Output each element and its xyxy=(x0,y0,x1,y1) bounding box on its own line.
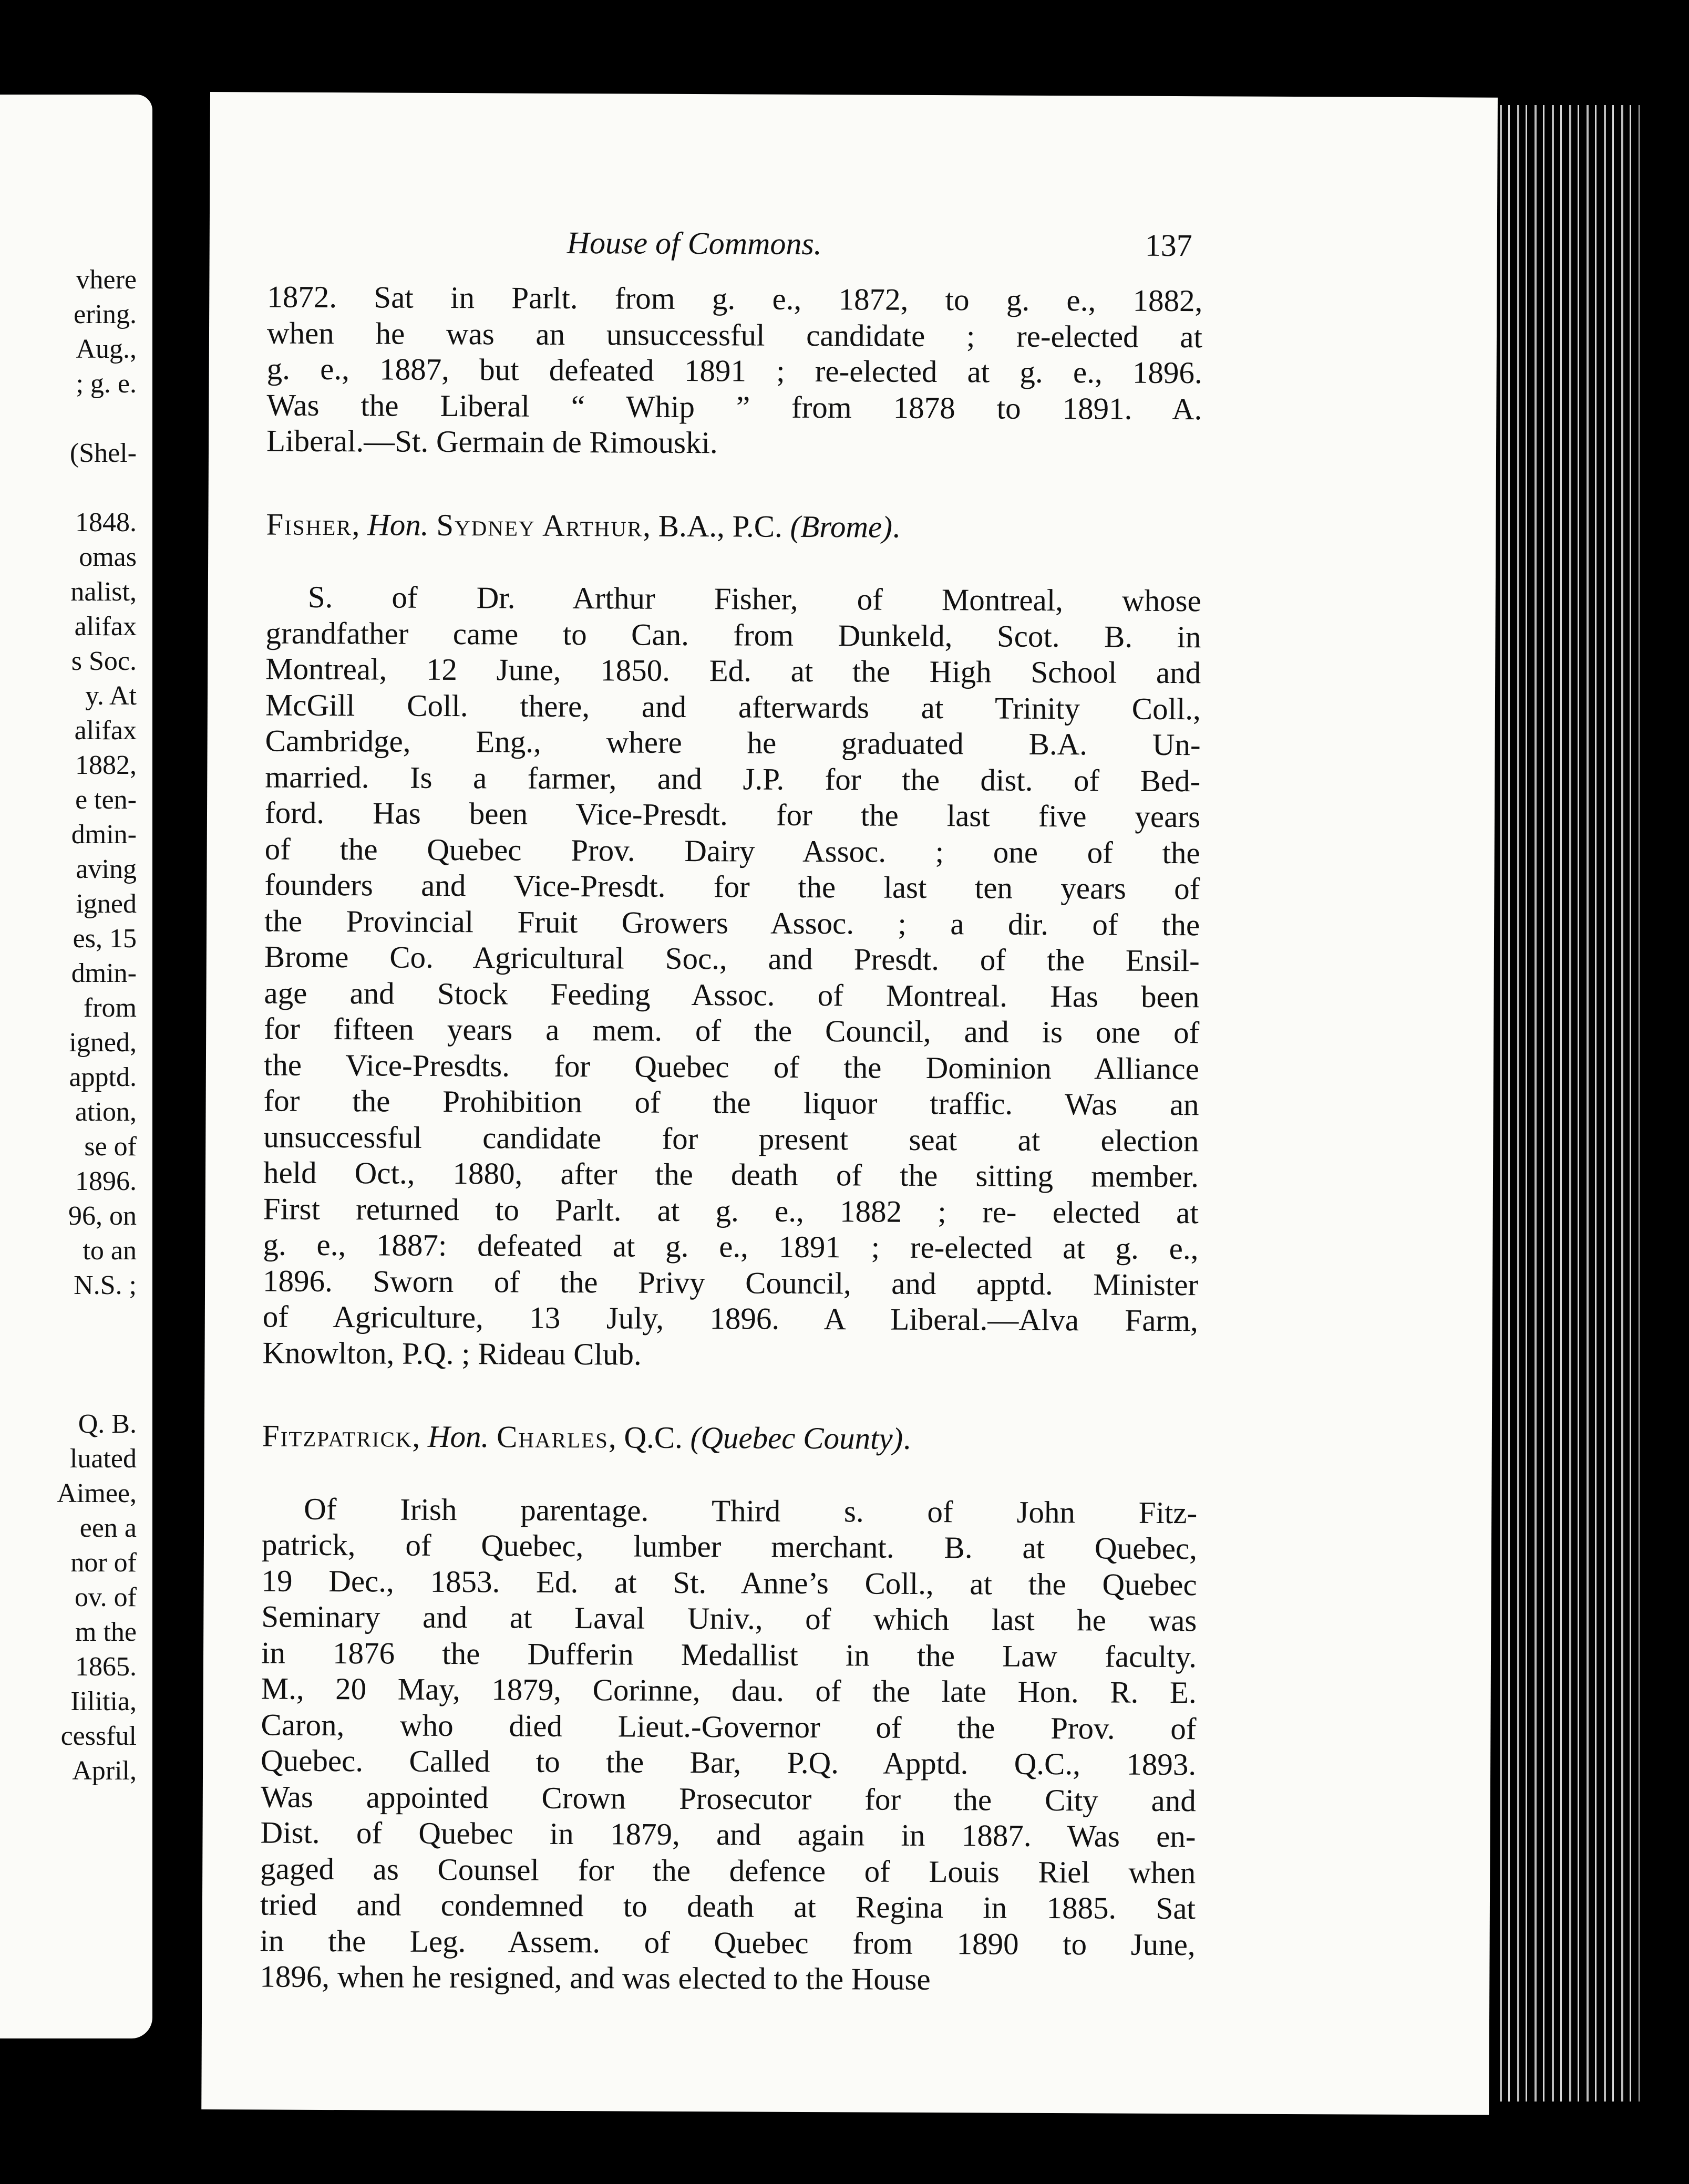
left-page-fragment: nor of xyxy=(70,1548,137,1578)
intro-paragraph xyxy=(266,278,1202,462)
text-line: of the Quebec Prov. Dairy Assoc. ; one of the xyxy=(264,831,1200,870)
left-page-fragment: 1882, xyxy=(75,750,137,780)
left-page-fragment: 1896. xyxy=(75,1166,137,1196)
left-page-fragment: Q. B. xyxy=(78,1409,137,1439)
left-page-fragment: April, xyxy=(72,1756,137,1786)
text-line: the Provincial Fruit Growers Assoc. ; a dir. of the xyxy=(264,903,1200,942)
left-page-fragment: igned, xyxy=(69,1028,137,1058)
left-page-fragment: vhere xyxy=(76,265,137,295)
entry-heading-end: . xyxy=(892,509,900,544)
text-line: S. of Dr. Arthur Fisher, of Montreal, whose xyxy=(307,579,1201,618)
running-header xyxy=(210,223,1198,263)
text-line: ford. Has been Vice-Presdt. for the last five years xyxy=(264,795,1201,834)
left-page-fragment: ering. xyxy=(74,299,137,329)
left-page-fragment: luated xyxy=(69,1444,137,1474)
text-line: unsuccessful candidate for present seat at election xyxy=(263,1119,1199,1158)
left-page-fragment: (Shel- xyxy=(69,438,137,468)
running-title: House of Commons. xyxy=(567,225,822,262)
left-page-fragment: ation, xyxy=(75,1097,137,1127)
page-edge-stack xyxy=(1492,105,1640,2102)
left-page-fragment: alifax xyxy=(74,612,137,641)
text-line: for the Prohibition of the liquor traffic. Was an xyxy=(263,1083,1199,1122)
entry-riding: (Quebec County) xyxy=(690,1420,903,1456)
text-line: Dist. of Quebec in 1879, and again in 1887. Was en- xyxy=(260,1815,1196,1854)
left-page-fragment: een a xyxy=(79,1513,137,1543)
left-page-fragment: from xyxy=(83,993,137,1023)
text-line: Knowlton, P.Q. ; Rideau Club. xyxy=(262,1334,642,1372)
entry-title: Hon. xyxy=(367,506,429,542)
text-line: First returned to Parlt. at g. e., 1882 ; re- elected at xyxy=(263,1191,1199,1230)
text-line: Liberal.—St. Germain de Rimouski. xyxy=(266,423,718,460)
entry-riding: (Brome) xyxy=(790,509,893,544)
text-line: held Oct., 1880, after the death of the sitting member. xyxy=(263,1155,1199,1194)
text-line: M., 20 May, 1879, Corinne, dau. of the late Hon. R. E. xyxy=(261,1671,1197,1710)
text-line: Montreal, 12 June, 1850. Ed. at the High School and xyxy=(265,651,1201,690)
page-number: 137 xyxy=(1145,227,1192,263)
text-line: age and Stock Feeding Assoc. of Montreal. Has been xyxy=(264,975,1200,1014)
left-page-fragment: alifax xyxy=(74,716,137,746)
text-line: tried and condemned to death at Regina in 1885. Sat xyxy=(260,1887,1196,1926)
text-line: gaged as Counsel for the defence of Louis Riel when xyxy=(260,1850,1196,1890)
left-page-fragment: Aug., xyxy=(76,334,137,364)
text-line: married. Is a farmer, and J.P. for the dist. of Bed- xyxy=(265,759,1201,798)
text-line: in 1876 the Dufferin Medallist in the Law faculty. xyxy=(261,1634,1197,1674)
text-line: McGill Coll. there, and afterwards at Trinity Coll., xyxy=(265,687,1201,726)
text-line: Was appointed Crown Prosecutor for the City and xyxy=(260,1778,1196,1818)
left-page-fragment: igned xyxy=(76,889,137,919)
left-page-fragment: 96, on xyxy=(68,1201,137,1231)
text-line: 1896. Sworn of the Privy Council, and apptd. Minister xyxy=(262,1262,1199,1302)
text-line: Quebec. Called to the Bar, P.Q. Apptd. Q.C., 1893. xyxy=(261,1743,1197,1782)
entry-body-fisher xyxy=(262,578,1201,1374)
text-line: 19 Dec., 1853. Ed. at St. Anne’s Coll., at the Quebec xyxy=(261,1562,1197,1602)
text-line: for fifteen years a mem. of the Council, and is one of xyxy=(264,1011,1200,1050)
left-page-fragment: nalist, xyxy=(70,577,137,607)
entry-heading-fitzpatrick: Fitzpatrick, Hon. Charles, Q.C. (Quebec County). xyxy=(262,1418,911,1456)
text-line: Brome Co. Agricultural Soc., and Presdt. of the Ensil- xyxy=(264,939,1200,978)
text-line: g. e., 1887: defeated at g. e., 1891 ; re-elected at g. e., xyxy=(263,1227,1199,1266)
text-line: Caron, who died Lieut.-Governor of the Prov. of xyxy=(261,1706,1197,1746)
left-page-fragment: y. At xyxy=(85,681,137,711)
entry-honours: , B.A., P.C. xyxy=(643,508,782,544)
text-line: 1872. Sat in Parlt. from g. e., 1872, to g. e., 1882, xyxy=(267,279,1203,318)
entry-surname: Fitzpatrick xyxy=(262,1418,413,1454)
entry-title: Hon. xyxy=(427,1419,489,1454)
entry-heading-end: . xyxy=(903,1421,911,1456)
entry-surname: Fisher xyxy=(266,506,352,542)
left-page-fragment: 1848. xyxy=(75,508,137,537)
text-line: 1896, when he resigned, and was elected to the House xyxy=(260,1959,931,1997)
left-page-fragment: 1865. xyxy=(75,1652,137,1682)
left-page-fragment: Iilitia, xyxy=(70,1686,137,1716)
left-page-fragment: Aimee, xyxy=(57,1478,137,1508)
page-text xyxy=(260,278,1202,1998)
text-line: when he was an unsuccessful candidate ; re-elected at xyxy=(266,315,1203,354)
left-page-fragment: cessful xyxy=(60,1721,137,1751)
entry-body-fitzpatrick xyxy=(260,1490,1197,1999)
text-line: patrick, of Quebec, lumber merchant. B. at Quebec, xyxy=(261,1527,1198,1566)
entry-heading-fisher: Fisher, Hon. Sydney Arthur, B.A., P.C. (Brome). xyxy=(266,506,900,544)
left-page-fragment: omas xyxy=(79,542,137,572)
left-page-fragment: apptd. xyxy=(69,1062,137,1092)
text-line: founders and Vice-Presdt. for the last ten years of xyxy=(264,867,1200,906)
text-line: Of Irish parentage. Third s. of John Fitz- xyxy=(304,1491,1198,1530)
left-page-fragment: es, 15 xyxy=(73,924,137,954)
text-line: g. e., 1887, but defeated 1891 ; re-elected at g. e., 1896. xyxy=(266,351,1202,390)
left-page-fragment: m the xyxy=(75,1617,137,1647)
left-page-fragment: e ten- xyxy=(75,785,137,815)
left-facing-page xyxy=(0,95,152,2038)
entry-honours: , Q.C. xyxy=(608,1420,683,1455)
left-page-fragment: ov. of xyxy=(75,1582,137,1612)
left-page-fragment: to an xyxy=(83,1236,137,1266)
left-page-fragment: ; g. e. xyxy=(76,369,137,399)
book-page xyxy=(201,92,1498,2115)
left-page-fragment: N.S. ; xyxy=(74,1270,137,1300)
left-page-fragment: se of xyxy=(84,1132,137,1162)
text-line: of Agriculture, 13 July, 1896. A Liberal.—Alva Farm, xyxy=(262,1299,1198,1338)
text-line: in the Leg. Assem. of Quebec from 1890 to June, xyxy=(260,1922,1196,1962)
left-page-fragment: dmin- xyxy=(71,958,137,988)
left-page-fragment: dmin- xyxy=(71,820,137,850)
left-page-fragment: aving xyxy=(76,854,137,884)
entry-given-names: Charles xyxy=(496,1419,609,1455)
entry-given-names: Sydney Arthur xyxy=(436,507,643,543)
text-line: Seminary and at Laval Univ., of which last he was xyxy=(261,1599,1197,1638)
left-page-fragment: s Soc. xyxy=(71,646,137,676)
text-line: grandfather came to Can. from Dunkeld, Scot. B. in xyxy=(265,615,1201,654)
text-line: Cambridge, Eng., where he graduated B.A. Un- xyxy=(265,723,1201,762)
text-line: Was the Liberal “ Whip ” from 1878 to 1891. A. xyxy=(266,387,1202,426)
text-line: the Vice-Presdts. for Quebec of the Dominion Alliance xyxy=(263,1047,1200,1086)
